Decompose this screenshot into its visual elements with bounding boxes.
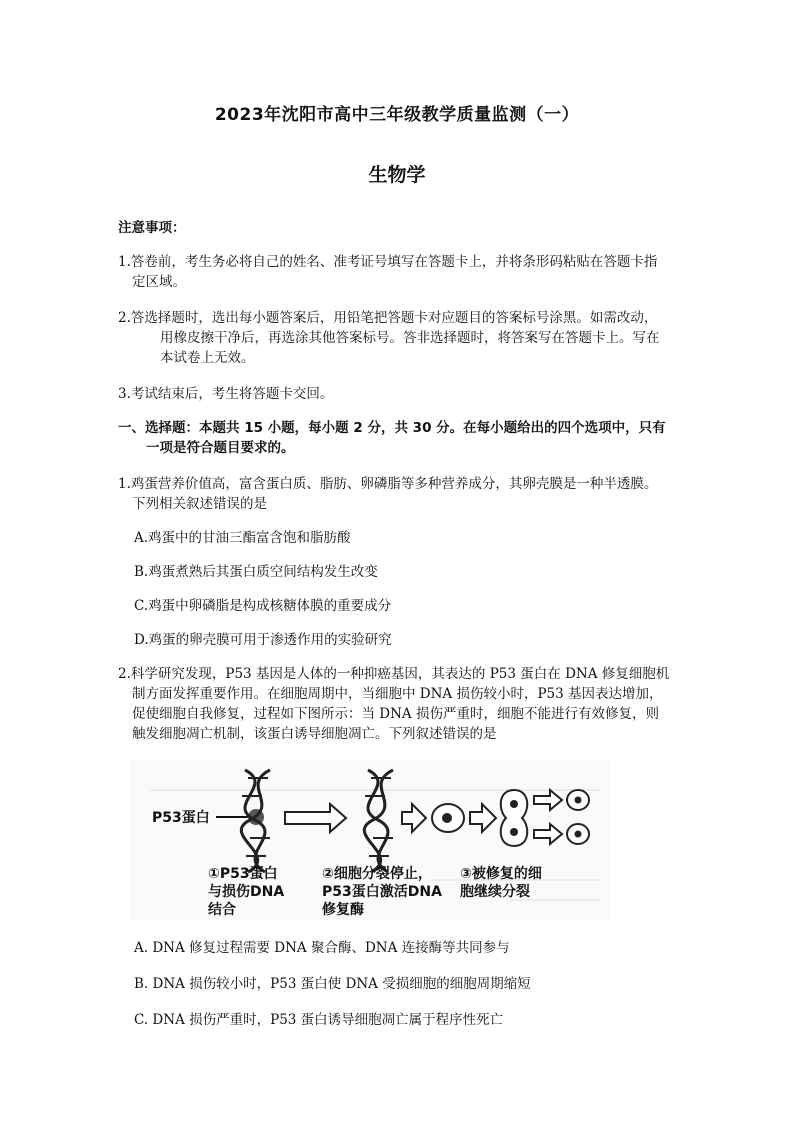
dividing-cell-icon [501,790,528,846]
q2-option-a: A. DNA 修复过程需要 DNA 聚合酶、DNA 连接酶等共同参与 [134,940,510,956]
exam-title: 2023年沈阳市高中三年级教学质量监测（一） [214,105,580,125]
stem-line: 触发细胞凋亡机制，该蛋白诱导细胞凋亡。下列叙述错误的是 [132,726,497,742]
subject-title: 生物学 [368,164,426,186]
caption-line: 胞继续分裂 [460,884,530,900]
p53-protein-label: P53蛋白 [152,810,210,826]
cell-icon [432,804,464,832]
note-line: 定区域。 [132,274,186,290]
daughter-cell-icon [567,824,589,844]
note-line: 2.答选择题时，选出每小题答案后，用铅笔把答题卡对应题目的答案标号涂黑。如需改动， [118,310,658,326]
caption-line: P53蛋白激活DNA [322,884,442,900]
note-line: 1.答卷前，考生务必将自己的姓名、准考证号填写在答题卡上，并将条形码粘贴在答题卡指 [118,254,658,270]
note-item-1 [118,252,688,292]
caption-line: ①P53蛋白 [208,866,278,882]
q1-option-b: B.鸡蛋煮熟后其蛋白质空间结构发生改变 [134,564,378,580]
question-1-stem [118,474,688,514]
q1-option-a: A.鸡蛋中的甘油三酯富含饱和脂肪酸 [134,530,351,546]
caption-line: ③被修复的细 [460,866,542,882]
p53-repair-figure [130,760,610,920]
section-line: 一项是符合题目要求的。 [146,440,295,456]
q1-option-c: C.鸡蛋中卵磷脂是构成核糖体膜的重要成分 [134,598,392,614]
section-line: 一、选择题：本题共 15 小题，每小题 2 分，共 30 分。在每小题给出的四个选项中，只有 [118,420,666,436]
q2-option-c: C. DNA 损伤严重时，P53 蛋白诱导细胞凋亡属于程序性死亡 [134,1012,504,1028]
stem-line: 2.科学研究发现，P53 基因是人体的一种抑癌基因，其表达的 P53 蛋白在 DNA 修复细胞机 [118,666,670,682]
q1-option-d: D.鸡蛋的卵壳膜可用于渗透作用的实验研究 [134,632,392,648]
question-2-stem [118,664,688,744]
note-item-3 [118,384,688,404]
stem-line: 制方面发挥重要作用。在细胞周期中，当细胞中 DNA 损伤较小时，P53 基因表达增加， [132,686,663,702]
note-line: 3.考试结束后，考生将答题卡交回。 [118,386,334,402]
stem-line: 促使细胞自我修复，过程如下图所示：当 DNA 损伤严重时，细胞不能进行有效修复，则 [132,706,659,722]
daughter-cell-icon [567,790,589,810]
q2-option-b: B. DNA 损伤较小时，P53 蛋白使 DNA 受损细胞的细胞周期缩短 [134,976,531,992]
section-heading [118,418,688,458]
note-line: 用橡皮擦干净后，再选涂其他答案标号。答非选择题时，将答案写在答题卡上。写在 [160,330,660,346]
note-line: 本试卷上无效。 [160,350,255,366]
caption-line: 与损伤DNA [208,884,285,900]
caption-line: 结合 [208,902,236,918]
note-item-2 [118,308,688,368]
stem-line: 下列相关叙述错误的是 [132,496,267,512]
stem-line: 1.鸡蛋营养价值高，富含蛋白质、脂肪、卵磷脂等多种营养成分，其卵壳膜是一种半透膜。 [118,476,658,492]
notes-heading: 注意事项： [118,220,186,236]
caption-line: ②细胞分裂停止， [322,866,432,882]
caption-line: 修复酶 [322,902,364,918]
